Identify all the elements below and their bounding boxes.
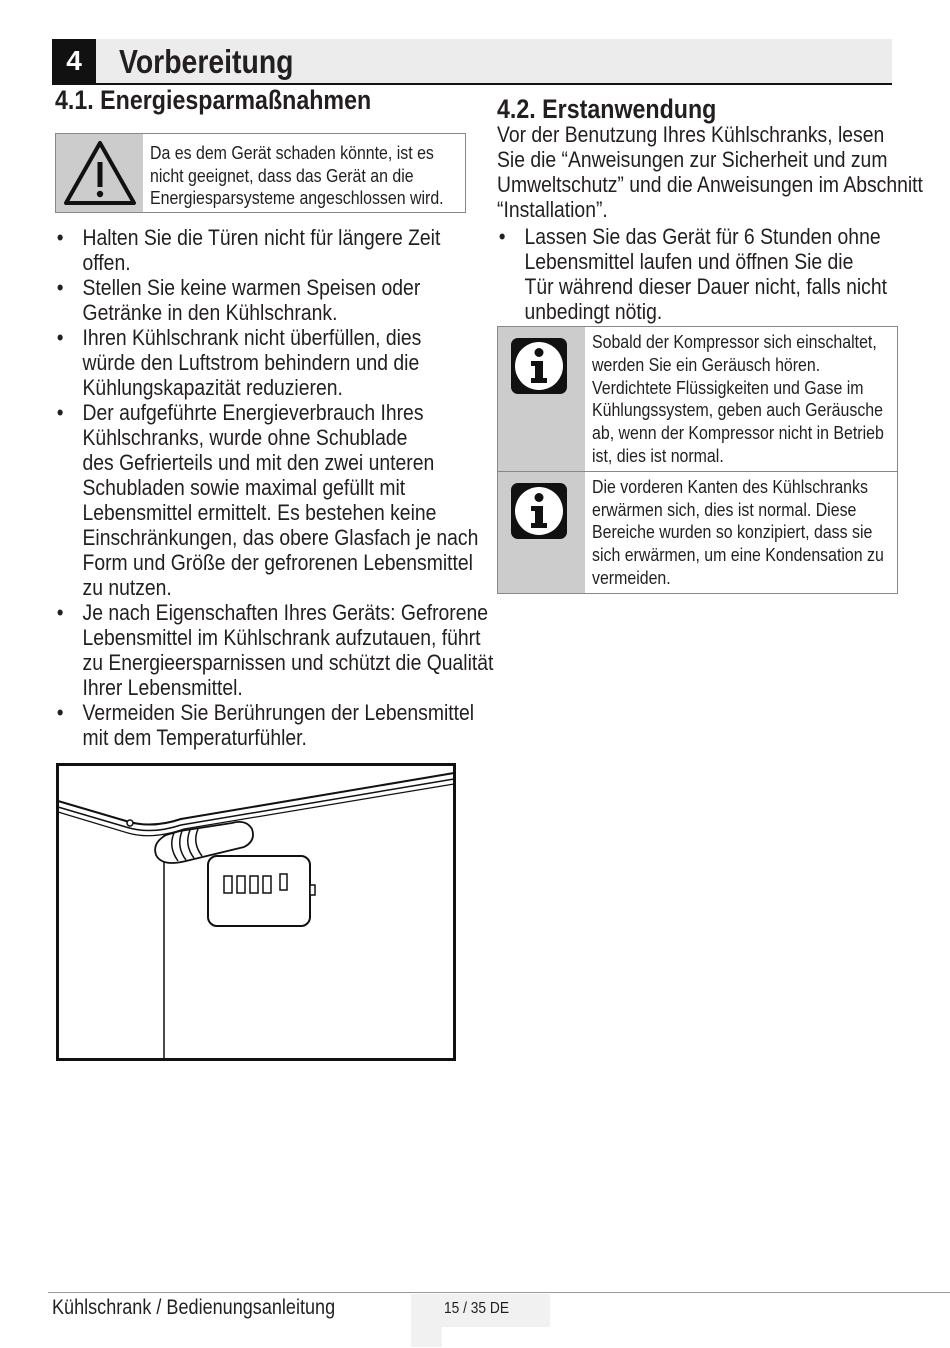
list-item: • Je nach Eigenschaften Ihres Geräts: Gefrorene Lebensmittel im Kühlschrank aufzutauen, führt zu Energieersparnissen und schützt die Qualität Ihrer Lebensmittel.	[56, 600, 494, 700]
chapter-number: 4	[52, 39, 96, 83]
info-icon	[511, 338, 567, 394]
info-icon-cell	[498, 327, 585, 471]
warning-icon-cell	[56, 134, 143, 212]
footer-divider	[48, 1292, 950, 1293]
chapter-header	[52, 39, 892, 85]
list-item: • Ihren Kühlschrank nicht überfüllen, dies würde den Luftstrom behindern und die Kühlungskapazität reduzieren.	[56, 325, 422, 400]
chapter-title: Vorbereitung	[119, 43, 294, 80]
list-item: • Vermeiden Sie Berührungen der Lebensmittel mit dem Temperaturfühler.	[56, 700, 475, 750]
info-icon	[511, 483, 567, 539]
footer-page-tab	[411, 1327, 442, 1347]
list-item: • Lassen Sie das Gerät für 6 Stunden ohne Lebensmittel laufen und öffnen Sie die Tür während dieser Dauer nicht, falls nicht unbedingt nötig.	[498, 224, 887, 324]
temperature-sensor-illustration	[56, 763, 456, 1061]
first-use-list	[497, 224, 887, 324]
info-icon-cell	[498, 472, 585, 593]
info-notes	[497, 326, 898, 594]
first-use-intro: Vor der Benutzung Ihres Kühlschranks, lesen Sie die “Anweisungen zur Sicherheit und zum Umweltschutz” und die Anweisungen im Abschnitt “Installation”.	[497, 122, 923, 222]
info-note-edges	[498, 471, 897, 593]
section-title-energy-saving: 4.1. Energiesparmaßnahmen	[55, 85, 372, 115]
info-text: Sobald der Kompressor sich einschaltet, werden Sie ein Geräusch hören. Verdichtete Flüssigkeiten und Gase im Kühlungssystem, geben auch Geräusche ab, wenn der Kompressor nicht in Betrieb ist, dies ist normal.	[592, 331, 884, 466]
info-note-compressor	[498, 327, 897, 471]
list-item: • Halten Sie die Türen nicht für längere Zeit offen.	[56, 225, 441, 275]
warning-note	[55, 133, 466, 213]
warning-triangle-icon	[62, 138, 138, 208]
energy-saving-list	[55, 225, 493, 750]
page-number: 15 / 35 DE	[444, 1300, 510, 1317]
list-item: • Stellen Sie keine warmen Speisen oder Getränke in den Kühlschrank.	[56, 275, 421, 325]
footer-document-title: Kühlschrank / Bedienungsanleitung	[52, 1296, 336, 1319]
warning-text: Da es dem Gerät schaden könnte, ist es nicht geeignet, dass das Gerät an die Energiesparsysteme angeschlossen wird.	[150, 142, 444, 208]
section-title-first-use: 4.2. Erstanwendung	[497, 94, 717, 124]
list-item: • Der aufgeführte Energieverbrauch Ihres Kühlschranks, wurde ohne Schublade des Gefrierteils und mit den zwei unteren Schubladen sowie maximal gefüllt mit Lebensmittel ermittelt. Es bestehen keine Einschränkungen, das obere Glasfach je nach Form und Größe der gefrorenen Lebensmittel zu nutzen.	[56, 400, 479, 600]
info-text: Die vorderen Kanten des Kühlschranks erwärmen sich, dies ist normal. Diese Bereiche wurden so konzipiert, dass sie sich erwärmen, um eine Kondensation zu vermeiden.	[592, 475, 884, 588]
